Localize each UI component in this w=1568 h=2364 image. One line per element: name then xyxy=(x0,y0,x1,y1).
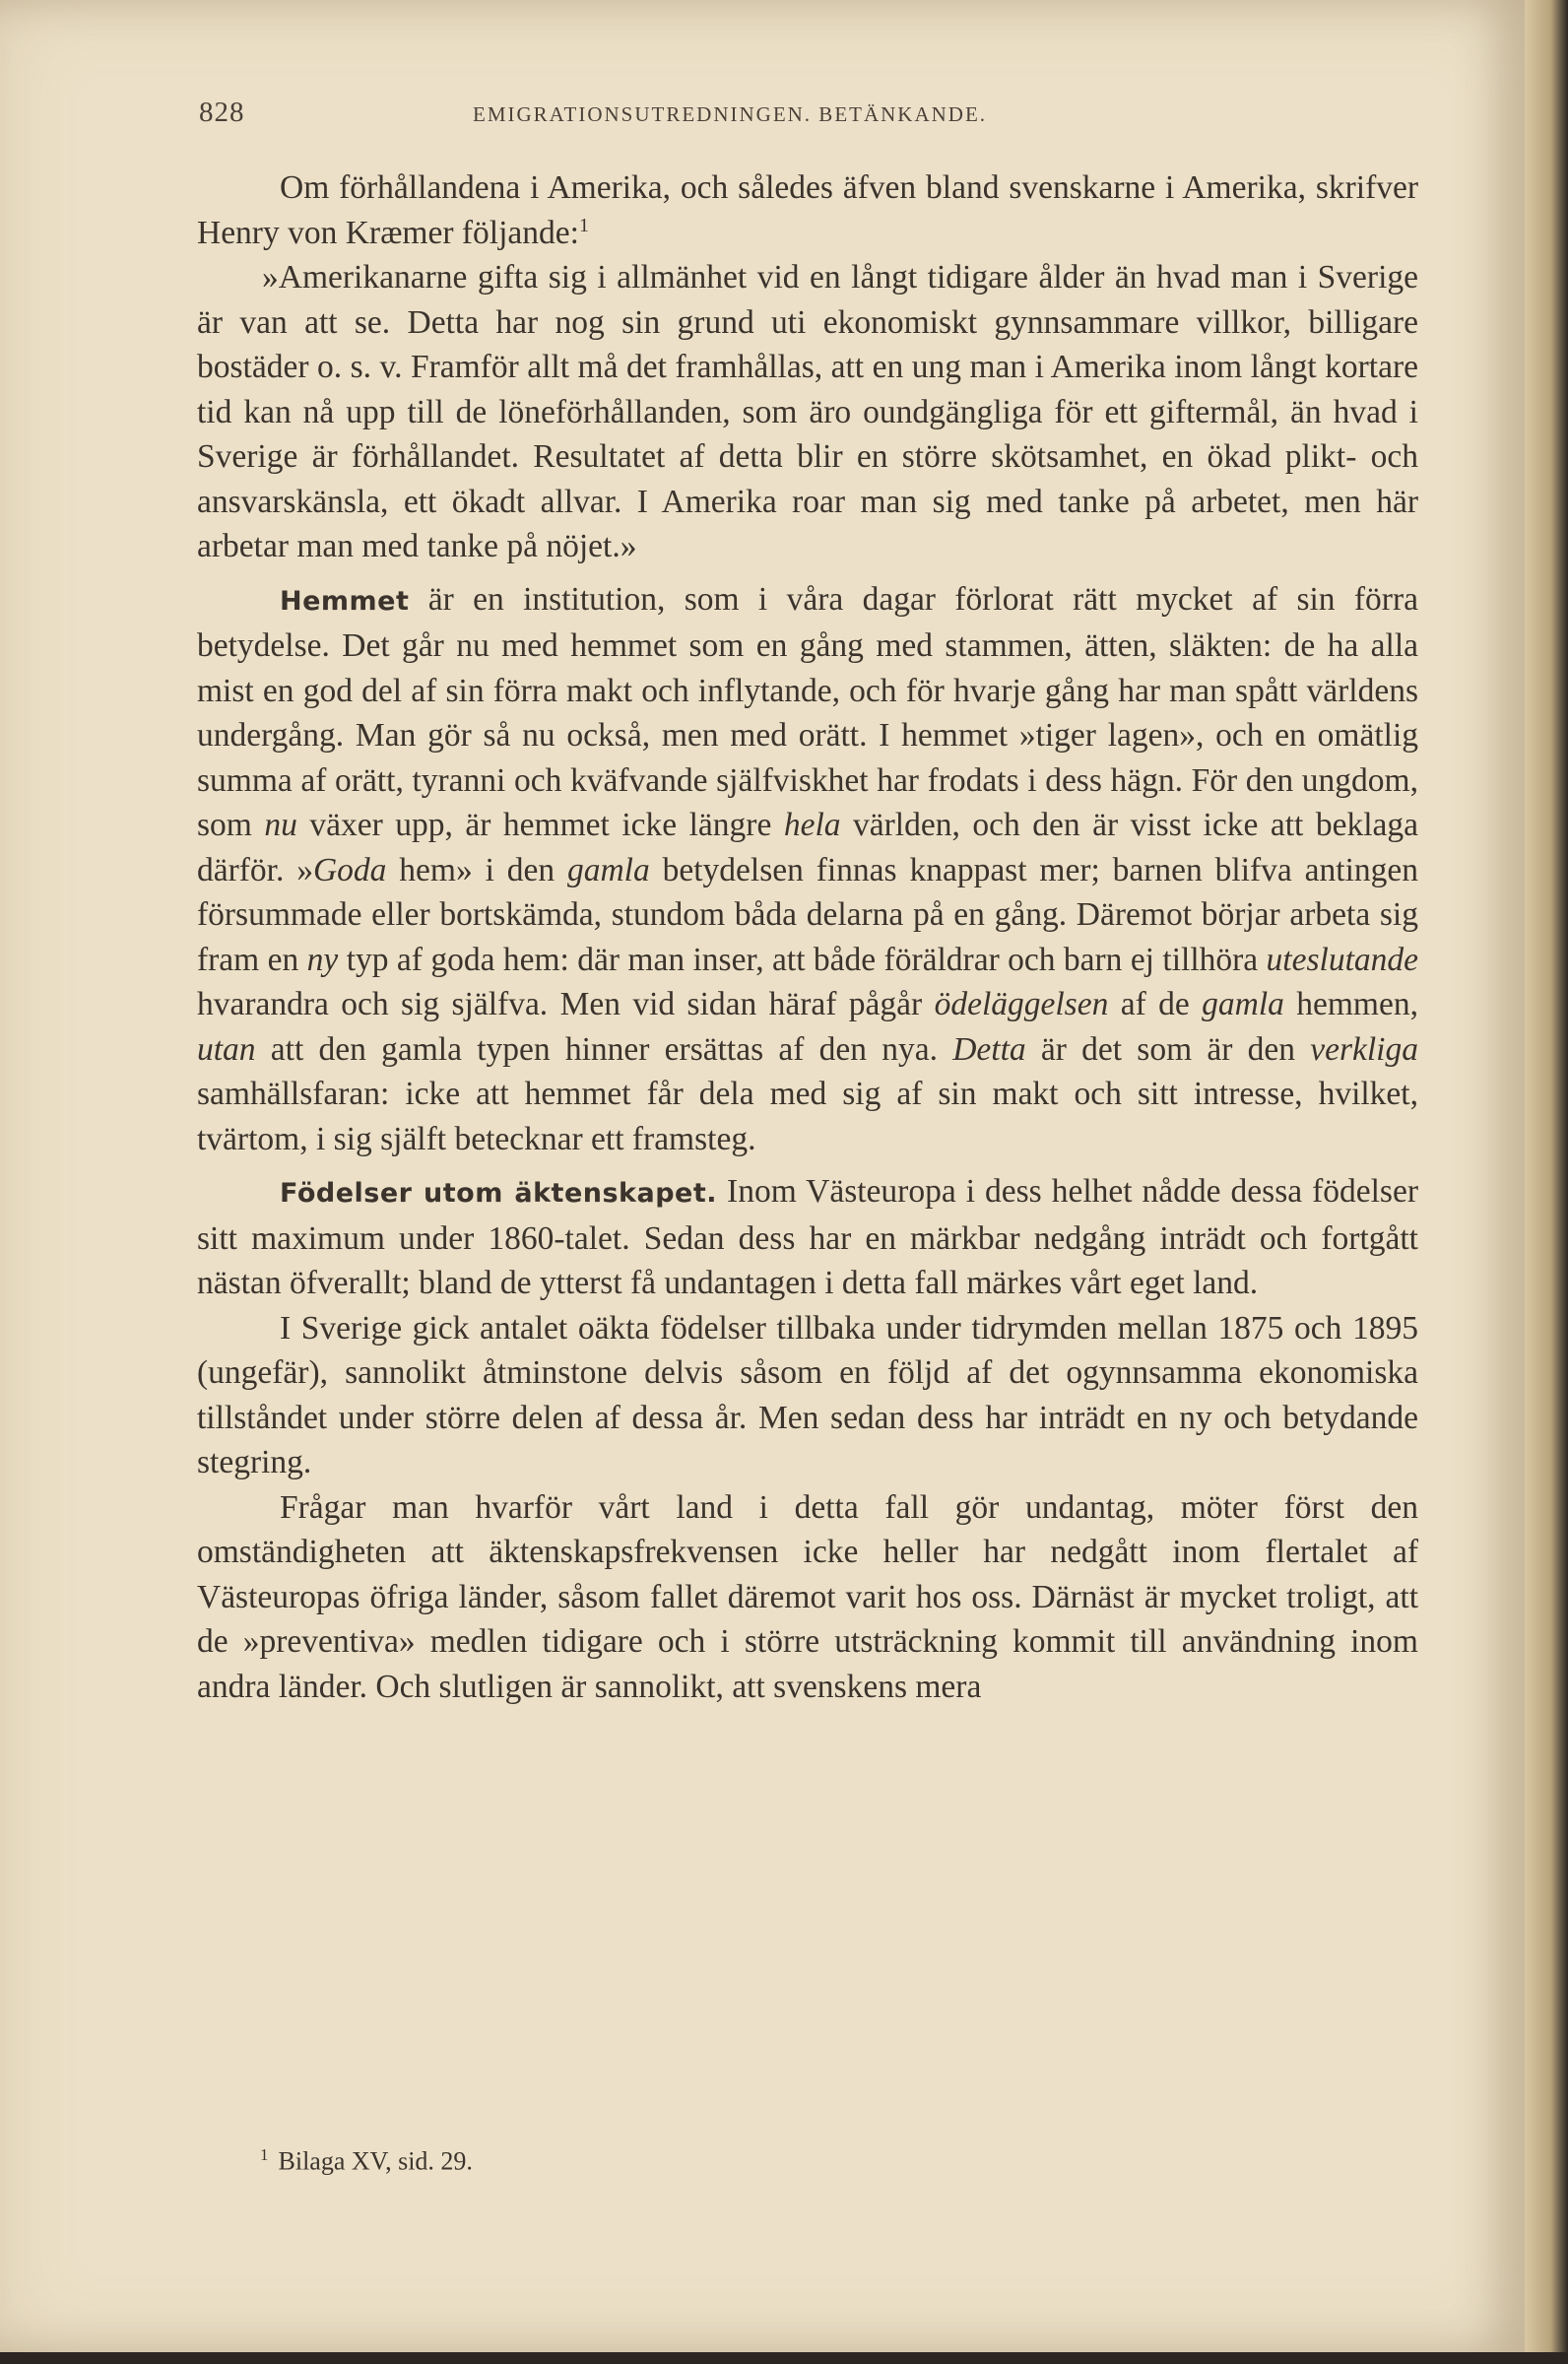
paragraph-text: Frågar man hvarför vårt land i detta fall gör undantag, möter först den omständigheten att äktenskapsfrekvensen icke heller har nedgått inom flertalet af Västeuropas öfriga länder, såsom fallet däremot varit hos oss. Därnäst är mycket troligt, att de »preventiva» medlen tidigare och i större utsträckning kommit till användning inom andra länder. Och slutligen är sannolikt, att svenskens mera xyxy=(197,1488,1418,1705)
footnote xyxy=(260,2145,473,2177)
body-text xyxy=(197,165,1418,1709)
text-run: typ af goda hem: där man inser, att både föräldrar och barn ej tillhöra xyxy=(338,941,1267,978)
emphasis: hela xyxy=(783,807,841,843)
paragraph-text: I Sverige gick antalet oäkta födelser tillbaka under tidrymden mellan 1875 och 1895 (ungefär), sannolikt åtminstone delvis såsom en följd af det ogynnsamma ekonomiska tillståndet under större delen af dessa år. Men sedan dess har inträdt en ny och betydande stegring. xyxy=(197,1309,1418,1480)
page-number: 828 xyxy=(199,97,245,128)
section-heading-hemmet: Hemmet xyxy=(280,585,410,617)
paragraph-kraemer-intro xyxy=(197,165,1418,255)
footnote-mark: 1 xyxy=(260,2145,269,2164)
paragraph-fodelser xyxy=(197,1169,1418,1306)
text-run: hvarandra och sig själfva. Men vid sidan häraf pågår xyxy=(197,986,935,1022)
text-run: betydelsen finnas knappast mer; barnen blifva antingen försummade eller bortskämda, stundom båda delarna på en gång. Däremot börjar arbeta sig fram en xyxy=(197,851,1418,978)
text-run: världen, och den är visst icke att beklaga därför. » xyxy=(197,807,1418,888)
emphasis: utan xyxy=(197,1030,256,1068)
footnote-text: Bilaga XV, sid. 29. xyxy=(278,2146,473,2176)
paragraph-text: »Amerikanarne gifta sig i allmänhet vid en långt tidigare ålder än hvad man i Sverige är van att se. Detta har nog sin grund uti ekonomiskt gynnsammare villkor, billigare bostäder o. s. v. Framför allt må det framhållas, att en ung man i Amerika inom långt kortare tid kan nå upp till de löneförhållanden, som äro oundgängliga för ett giftermål, än hvad i Sverige är förhållandet. Resultatet af detta blir en större skötsamhet, en ökad plikt- och ansvarskänsla, ett ökadt allvar. I Amerika roar man sig med tanke på arbetet, men här arbetar man med tanke på nöjet.» xyxy=(197,259,1418,564)
emphasis: gamla xyxy=(1202,986,1284,1022)
text-run: växer upp, är hemmet icke längre xyxy=(296,807,784,843)
emphasis: gamla xyxy=(566,851,650,888)
paragraph-quote xyxy=(197,255,1418,569)
page-header xyxy=(199,97,1420,136)
emphasis: uteslutande xyxy=(1266,941,1418,978)
scan-border xyxy=(0,2352,1568,2364)
paragraph-hemmet xyxy=(197,577,1418,1162)
text-run: hemmen, xyxy=(1283,986,1418,1022)
text-run: är det som är den xyxy=(1025,1030,1311,1068)
paragraph-sverige xyxy=(197,1306,1418,1485)
paragraph-text: Om förhållandena i Amerika, och således äfven bland svenskarne i Amerika, skrifver Henry von Kræmer följande: xyxy=(197,169,1418,251)
emphasis: Detta xyxy=(952,1030,1026,1068)
emphasis: nu xyxy=(264,807,297,843)
text-run: är en institution, som i våra dagar förlorat rätt mycket af sin förra betydelse. Det går nu med hemmet som en gång med stammen, ätten, släkten: de ha alla mist en god del af sin förra makt och inflytande, och för hvarje gång har man spått världens undergång. Man gör så nu också, men med orätt. I hemmet »tiger lagen», och en omätlig summa af orätt, tyranni och kväfvande själfviskhet har frodats i dess hägn. För den ungdom, som xyxy=(197,580,1418,843)
running-head: EMIGRATIONSUTREDNINGEN. BETÄNKANDE. xyxy=(473,102,988,126)
emphasis: verkliga xyxy=(1310,1030,1418,1068)
text-run: att den gamla typen hinner ersättas af den nya. xyxy=(255,1030,953,1068)
paragraph-fragar xyxy=(197,1485,1418,1710)
book-edge xyxy=(1525,0,1568,2364)
emphasis: ödeläggelsen xyxy=(934,986,1109,1022)
paragraph-text: Inom Västeuropa i dess helhet nådde dessa födelser sitt maximum under 1860-talet. Sedan dess har en märkbar nedgång inträdt och fortgått nästan öfverallt; bland de ytterst få undantagen i detta fall märkes vårt eget land. xyxy=(197,1173,1418,1301)
emphasis: ny xyxy=(306,941,339,978)
footnote-reference: 1 xyxy=(578,214,589,236)
text-run: hem» i den xyxy=(386,851,567,888)
section-heading-fodelser: Födelser utom äktenskapet. xyxy=(280,1178,718,1209)
emphasis: Goda xyxy=(312,851,387,888)
text-run: af de xyxy=(1108,986,1203,1022)
text-run: samhällsfaran: icke att hemmet får dela med sig af sin makt och sitt intresse, hvilket, tvärtom, i sig själft betecknar ett framsteg. xyxy=(197,1076,1418,1157)
